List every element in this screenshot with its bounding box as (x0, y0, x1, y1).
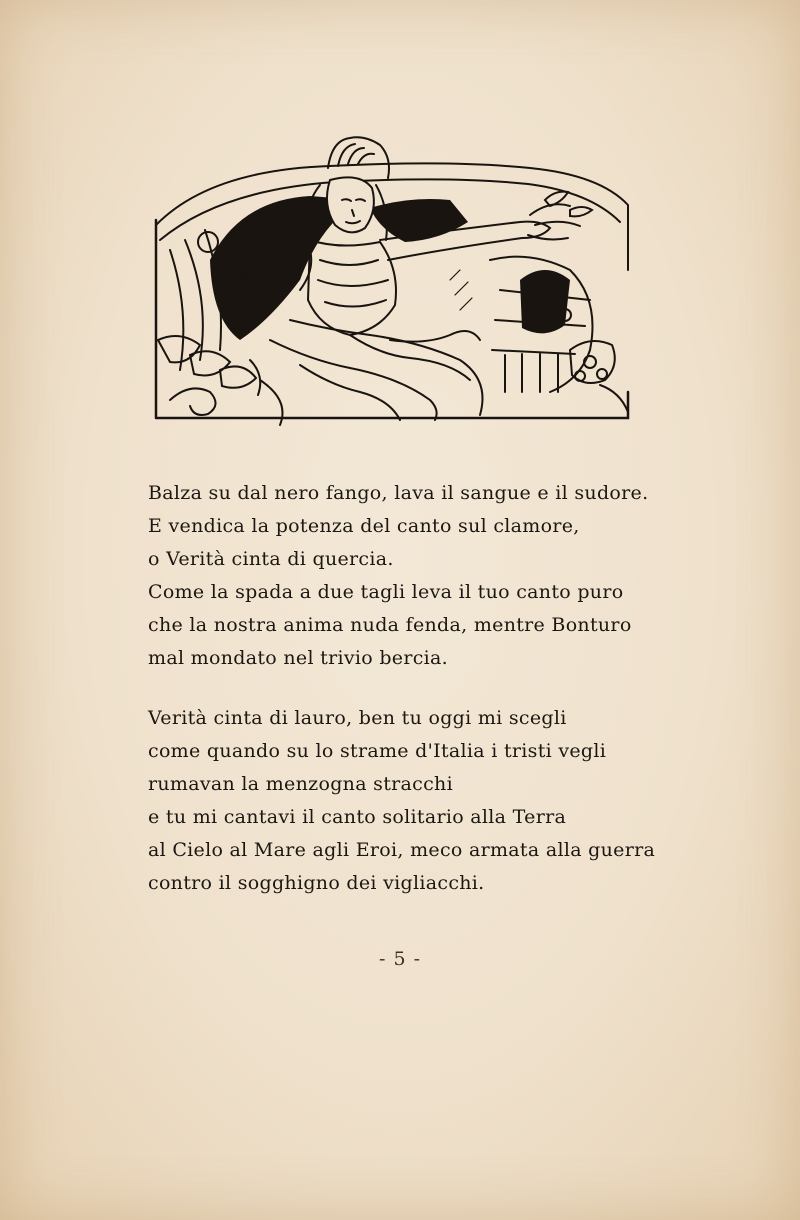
verse-line: che la nostra anima nuda fenda, mentre Bonturo (148, 614, 632, 636)
verse-line: rumavan la menzogna stracchi (148, 773, 453, 795)
verse-line: Come la spada a due tagli leva il tuo canto puro (148, 581, 624, 603)
stanza-1 (148, 477, 648, 675)
verse-line: contro il sogghigno dei vigliacchi. (148, 872, 485, 894)
verse-line: Balza su dal nero fango, lava il sangue e il sudore. (148, 482, 649, 504)
verse-line: come quando su lo strame d'Italia i tristi vegli (148, 740, 607, 762)
verse-line: al Cielo al Mare agli Eroi, meco armata alla guerra (148, 839, 656, 861)
verse-line: mal mondato nel trivio bercia. (148, 647, 449, 669)
verse-line: E vendica la potenza del canto sul clamore, (148, 515, 580, 537)
verse-line: o Verità cinta di quercia. (148, 548, 394, 570)
page-number: - 5 - (378, 948, 421, 970)
stanza-2 (148, 702, 656, 900)
decorative-engraving (150, 130, 634, 435)
verse-line: e tu mi cantavi il canto solitario alla Terra (148, 806, 567, 828)
verse-line: Verità cinta di lauro, ben tu oggi mi scegli (148, 707, 567, 729)
